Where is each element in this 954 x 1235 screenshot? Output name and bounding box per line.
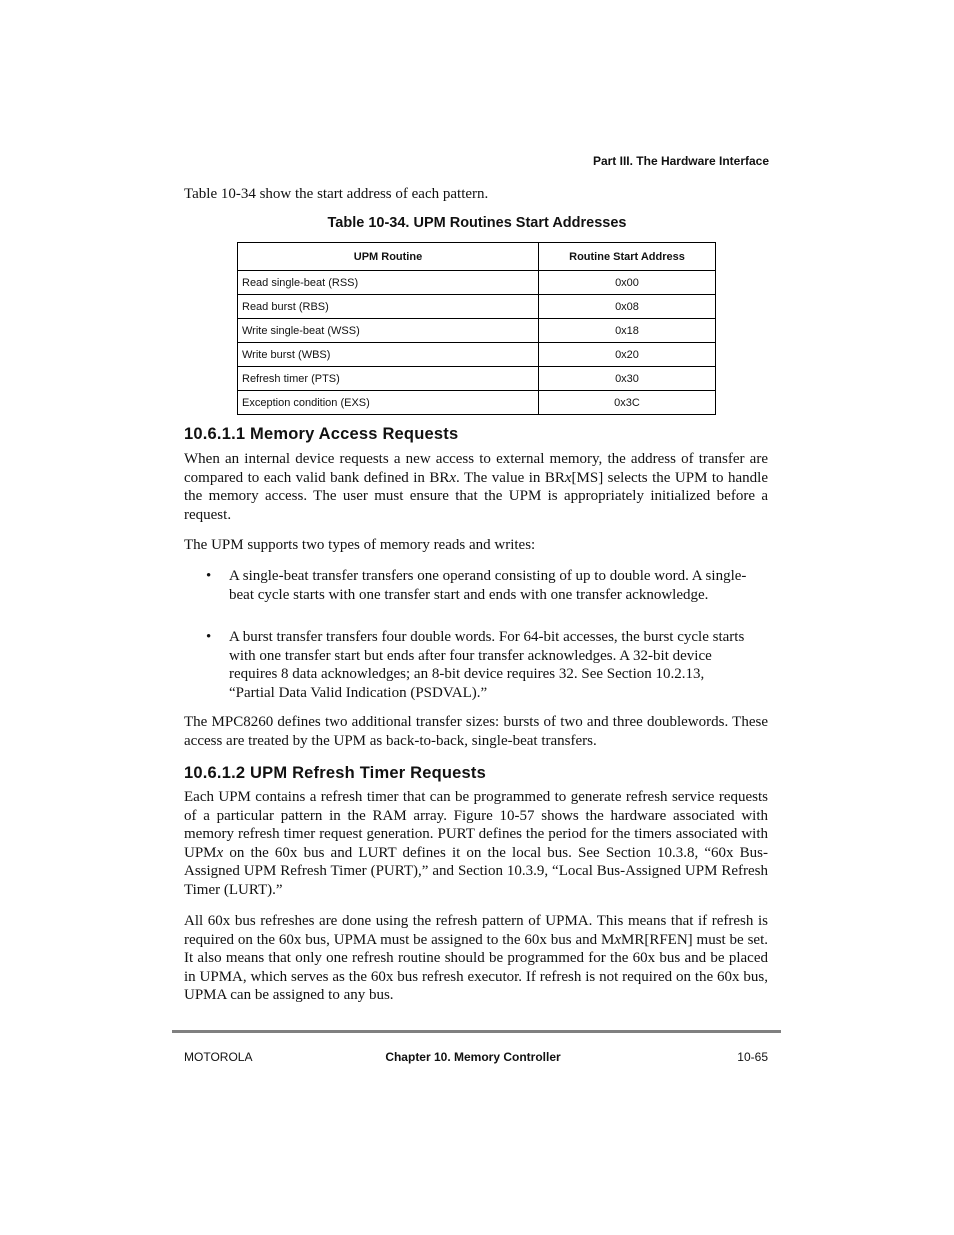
intro-sentence: Table 10-34 show the start address of each pattern. bbox=[184, 186, 489, 202]
italic-variable: x bbox=[564, 469, 572, 486]
table-row bbox=[238, 319, 716, 343]
column-header-address: Routine Start Address bbox=[539, 243, 716, 271]
routine-name-cell: Write single-beat (WSS) bbox=[238, 319, 539, 343]
transfer-sizes-paragraph: The MPC8260 defines two additional transfer sizes: bursts of two and three doublewords. These access are treated by the UPM as back-to-back, single-beat transfers. bbox=[184, 714, 768, 749]
footer-chapter-title: Chapter 10. Memory Controller bbox=[385, 1050, 561, 1064]
text-run: [MS] selects the UPM to handle the memory access. The user must ensure that the UPM is appropriately initialized before a request. bbox=[184, 469, 768, 523]
routine-name-cell: Read single-beat (RSS) bbox=[238, 271, 539, 295]
start-address-cell: 0x18 bbox=[539, 319, 716, 343]
text-run: . The value in BR bbox=[456, 469, 565, 486]
start-address-cell: 0x3C bbox=[539, 391, 716, 415]
text-run: All 60x bus refreshes are done using the refresh pattern of UPMA. This means that if refresh is required on the 60x bus, UPMA must be assigned to the 60x bus and M bbox=[184, 913, 768, 948]
table-row bbox=[238, 295, 716, 319]
italic-variable: x bbox=[614, 931, 621, 948]
list-item-text: A single-beat transfer transfers one operand consisting of up to double word. A single-beat cycle starts with one transfer start and ends with one transfer acknowledge. bbox=[229, 568, 747, 603]
table-row bbox=[238, 367, 716, 391]
italic-variable: x bbox=[216, 844, 224, 861]
running-head: Part III. The Hardware Interface bbox=[592, 154, 769, 168]
section-heading-memory-access-requests: 10.6.1.1 Memory Access Requests bbox=[184, 425, 459, 443]
routine-name-cell: Write burst (WBS) bbox=[238, 343, 539, 367]
italic-variable: x bbox=[449, 469, 457, 486]
footer-company: MOTOROLA bbox=[184, 1050, 253, 1064]
upm-routines-table bbox=[237, 242, 716, 415]
table-caption: Table 10-34. UPM Routines Start Addresses bbox=[327, 215, 627, 231]
routine-name-cell: Read burst (RBS) bbox=[238, 295, 539, 319]
refresh-pattern-paragraph bbox=[184, 912, 768, 1005]
table-row bbox=[238, 271, 716, 295]
section-heading-refresh-timer-requests: 10.6.1.2 UPM Refresh Timer Requests bbox=[184, 764, 486, 782]
start-address-cell: 0x00 bbox=[539, 271, 716, 295]
table-row bbox=[238, 391, 716, 415]
start-address-cell: 0x20 bbox=[539, 343, 716, 367]
refresh-timer-paragraph bbox=[184, 788, 768, 900]
text-run: Each UPM contains a refresh timer that can be programmed to generate refresh service requests of a particular pattern in the RAM array. Figure 10-57 shows the hardware associated with memory refresh timer request generation. PURT defines the period for the timers associated with UPM bbox=[184, 789, 768, 861]
bullet-icon: • bbox=[206, 568, 212, 584]
footer-page-number: 10-65 bbox=[737, 1050, 768, 1064]
list-item-text: A burst transfer transfers four double words. For 64-bit accesses, the burst cycle starts with one transfer start but ends after four transfer acknowledges. A 32-bit device requires 8 data acknowledges; an 8-bit device requires 32. See Section 10.2.13, “Partial Data Valid Indication (PSDVAL).” bbox=[229, 629, 745, 701]
start-address-cell: 0x08 bbox=[539, 295, 716, 319]
column-header-routine: UPM Routine bbox=[238, 243, 539, 271]
table-header-row bbox=[238, 243, 716, 271]
text-run: on the 60x bus and LURT defines it on the local bus. See Section 10.3.8, “60x Bus-Assigned UPM Refresh Timer (PURT),” and Section 10.3.9, “Local Bus-Assigned UPM Refresh Timer (LURT).” bbox=[184, 844, 768, 898]
footer-rule bbox=[172, 1030, 781, 1033]
memory-access-paragraph bbox=[184, 450, 768, 524]
table-row bbox=[238, 343, 716, 367]
upm-types-intro-paragraph: The UPM supports two types of memory reads and writes: bbox=[184, 537, 536, 553]
routine-name-cell: Exception condition (EXS) bbox=[238, 391, 539, 415]
start-address-cell: 0x30 bbox=[539, 367, 716, 391]
routine-name-cell: Refresh timer (PTS) bbox=[238, 367, 539, 391]
text-run: MR[RFEN] must be set. It also means that only one refresh routine should be programmed for the 60x bus and be placed in UPMA, which serves as the 60x bus refresh executor. If refresh is not required on the 60x bus, UPMA can be assigned to any bus. bbox=[184, 931, 768, 1004]
text-run: When an internal device requests a new access to external memory, the address of transfer are compared to each valid bank defined in BR bbox=[184, 451, 768, 486]
bullet-icon: • bbox=[206, 629, 212, 645]
